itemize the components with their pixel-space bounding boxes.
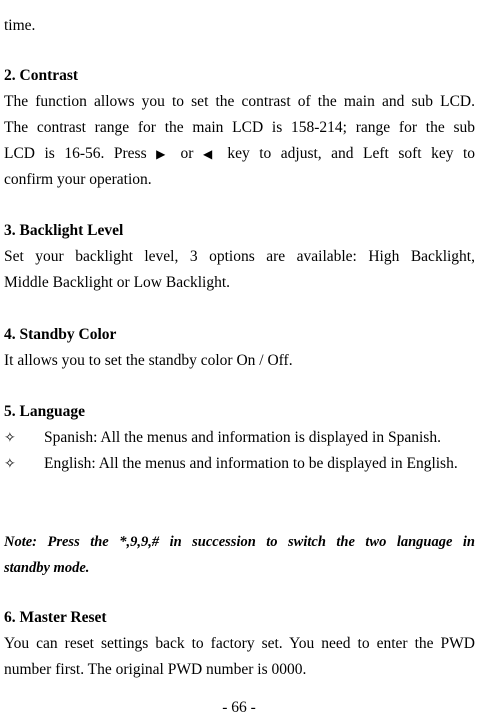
section-master-reset: [4, 605, 475, 683]
contrast-line-3-pre: LCD is 16-56. Press: [4, 145, 147, 162]
contrast-line-4: confirm your operation.: [4, 171, 152, 188]
top-fragment: [4, 13, 475, 39]
backlight-line-2: Middle Backlight or Low Backlight.: [4, 274, 231, 291]
reset-line-2: number first. The original PWD number is 0000.: [4, 661, 307, 678]
section-backlight: [4, 218, 475, 296]
language-note: [4, 529, 475, 581]
reset-line-1: You can reset settings back to factory set. You need to enter the PWD: [4, 635, 475, 652]
left-arrow-icon: ◀: [202, 147, 218, 161]
contrast-heading: 2. Contrast: [4, 67, 79, 84]
note-line-1: Note: Press the *,9,9,# in succession to switch the two language in: [4, 534, 475, 550]
standby-heading: 4. Standby Color: [4, 326, 117, 343]
backlight-line-1: Set your backlight level, 3 options are available: High Backlight,: [4, 248, 475, 265]
language-item-spanish: [4, 425, 475, 451]
fragment-text: time.: [4, 17, 36, 34]
diamond-bullet-icon: ✧: [4, 456, 16, 472]
contrast-line-3-post: key to adjust, and Left soft key to: [227, 145, 476, 162]
right-arrow-icon: ▶: [156, 147, 171, 161]
section-contrast: [4, 63, 475, 193]
standby-line-1: It allows you to set the standby color On / Off.: [4, 352, 293, 369]
backlight-heading: 3. Backlight Level: [4, 222, 124, 239]
contrast-line-1: The function allows you to set the contrast of the main and sub LCD.: [4, 93, 475, 110]
language-item-text: English: All the menus and information to be displayed in English.: [44, 455, 458, 472]
reset-heading: 6. Master Reset: [4, 609, 107, 626]
note-line-2: standby mode.: [4, 560, 90, 576]
contrast-line-2: The contrast range for the main LCD is 158-214; range for the sub: [4, 119, 475, 136]
or-text: or: [180, 145, 194, 162]
language-heading: 5. Language: [4, 403, 85, 420]
section-standby: [4, 322, 475, 374]
page-number: - 66 -: [222, 699, 256, 716]
language-item-text: Spanish: All the menus and information is displayed in Spanish.: [44, 429, 441, 446]
diamond-bullet-icon: ✧: [4, 430, 16, 446]
language-item-english: [4, 451, 475, 477]
contrast-line-3: [4, 141, 475, 167]
section-language: [4, 399, 475, 477]
